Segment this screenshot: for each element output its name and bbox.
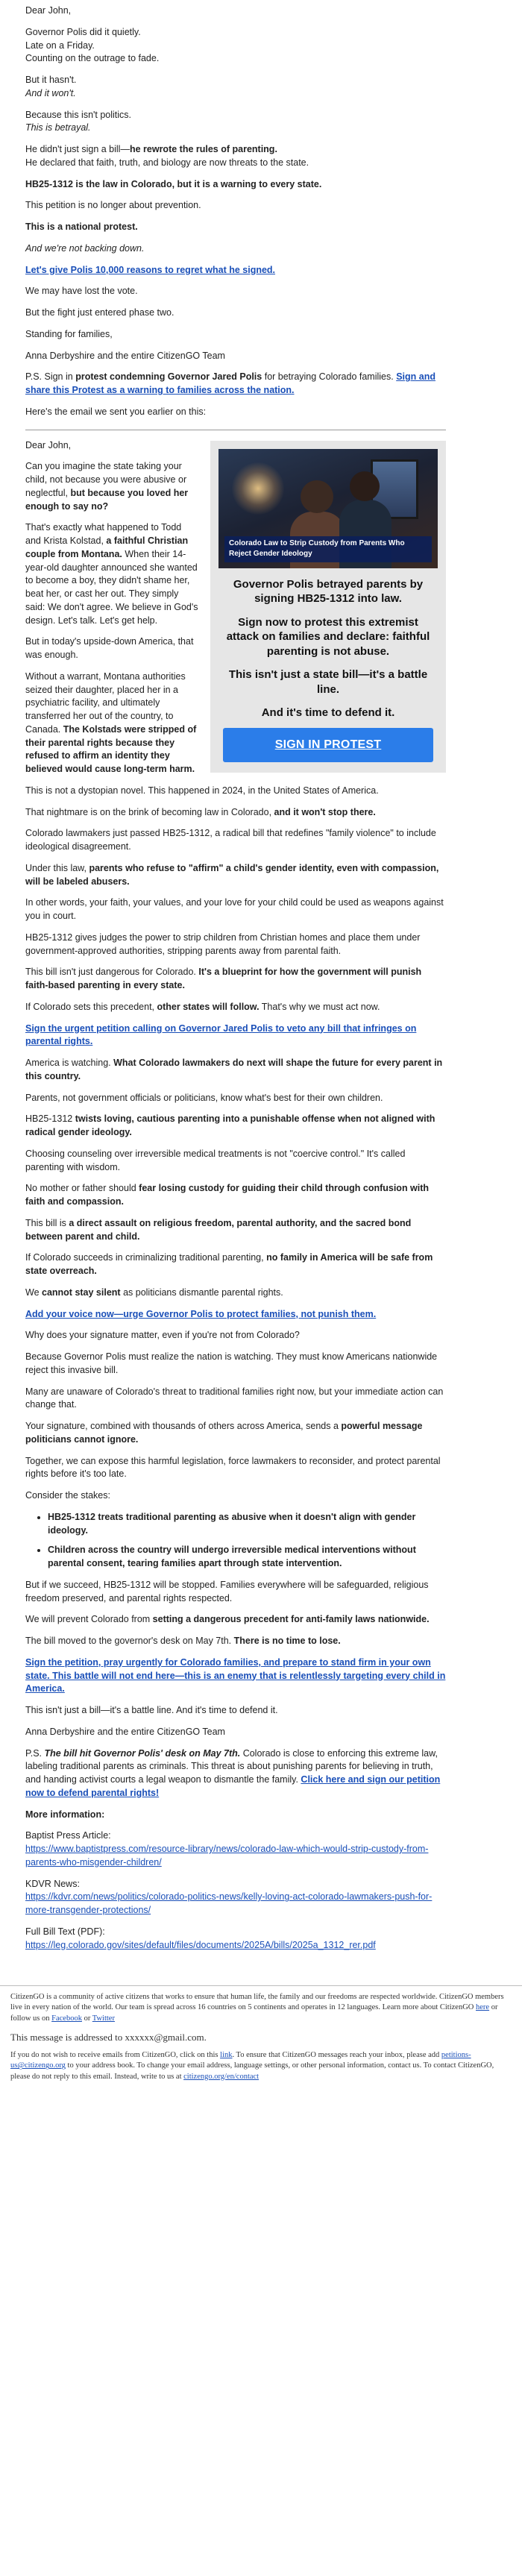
paragraph: Why does your signature matter, even if you're not from Colorado? bbox=[25, 1330, 300, 1341]
learn-more-link[interactable]: here bbox=[476, 2003, 490, 2012]
paragraph: But in today's upside-down America, that was enough. bbox=[25, 636, 194, 660]
greeting: Dear John, bbox=[25, 5, 72, 16]
petition-link-2 bbox=[25, 1022, 446, 1049]
paragraph: We cannot stay silent as politicians dismantle parental rights. bbox=[25, 1287, 283, 1298]
facebook-link[interactable]: Facebook bbox=[51, 2014, 82, 2023]
source-item: KDVR News: https://kdvr.com/news/politics/colorado-politics-news/kelly-loving-act-colorado-lawmakers-push-for-more-transgender-protections/ bbox=[25, 1878, 433, 1915]
card-heading: And it's time to defend it. bbox=[261, 706, 395, 719]
intro-line: He didn't just sign a bill—he rewrote the rules of parenting. He declared that faith, truth, and biology are now threats to the state. bbox=[25, 144, 309, 168]
baptist-press-link[interactable]: https://www.baptistpress.com/resource-library/news/colorado-law-which-would-strip-custody-from-parents-who-misgender-children/ bbox=[25, 1844, 429, 1867]
petition-link-3 bbox=[25, 1308, 446, 1322]
petitions-email-link[interactable]: petitions-us@citizengo.org bbox=[10, 2051, 471, 2070]
paragraph: Parents, not government officials or politicians, know what's best for their own children. bbox=[25, 1092, 383, 1103]
petition-image[interactable] bbox=[218, 449, 438, 568]
intro-line: We may have lost the vote. bbox=[25, 286, 138, 297]
addressed-to: This message is addressed to xxxxxx@gmail.com. bbox=[10, 2031, 207, 2043]
paragraph: Under this law, parents who refuse to "affirm" a child's gender identity, even with compassion, will be labeled abusers. bbox=[25, 862, 439, 887]
intro-line: Governor Polis did it quietly. Late on a Friday. Counting on the outrage to fade. bbox=[25, 26, 160, 64]
card-heading: This isn't just a state bill—it's a battle line. bbox=[228, 668, 428, 696]
stakes-list bbox=[25, 1511, 446, 1571]
paragraph: This is not a dystopian novel. This happened in 2024, in the United States of America. bbox=[25, 785, 379, 796]
paragraph: Many are unaware of Colorado's threat to traditional families right now, but your immediate action can change that. bbox=[25, 1386, 444, 1410]
list-item: • HB25-1312 treats traditional parenting as abusive when it doesn't align with gender ideology. bbox=[48, 1511, 446, 1538]
intro-line: And we're not backing down. bbox=[25, 242, 145, 254]
paragraph: That's exactly what happened to Todd and Krista Kolstad, a faithful Christian couple from Montana. When their 14-year-old daughter announced she wanted to become a boy, they didn't shame her, beat her, or cast her out. They simply said: We don't agree. We believe in God's design. Let's talk. Let's get help. bbox=[25, 522, 198, 626]
source-item: Full Bill Text (PDF): https://leg.colorado.gov/sites/default/files/documents/2025A/bills/2025a_1312_rer.pdf bbox=[25, 1926, 376, 1950]
source-item: Baptist Press Article: https://www.baptistpress.com/resource-library/news/colorado-law-which-would-strip-custody-from-parents-who-misgender-children/ bbox=[25, 1830, 429, 1867]
share-protest-link[interactable]: Sign and share this Protest as a warning to families across the nation. bbox=[25, 371, 435, 395]
paragraph: Colorado lawmakers just passed HB25-1312, a radical bill that redefines "family violence" to include ideological disagreement. bbox=[25, 828, 436, 852]
twitter-link[interactable]: Twitter bbox=[92, 2014, 115, 2023]
pray-sign-link[interactable]: Sign the petition, pray urgently for Colorado families, and prepare to stand firm in your own state. This battle will not end here—this is an enemy that is relentlessly targeting every child in America. bbox=[25, 1656, 446, 1694]
intro-line: Because this isn't politics. This is betrayal. bbox=[25, 109, 132, 133]
unsubscribe-text: If you do not wish to receive emails from CitizenGO, click on this link. To ensure that CitizenGO messages reach your inbox, please add petitions-us@citizengo.org to your address book. To change your email address, language settings, or other personal information, contact us. To contact CitizenGO, please do not reply to this email. Instead, write to us at citizengo.org/en/contact bbox=[10, 2051, 494, 2081]
paragraph: That nightmare is on the brink of becoming law in Colorado, and it won't stop there. bbox=[25, 806, 376, 817]
lamp-glow bbox=[232, 462, 284, 515]
paragraph: Your signature, combined with thousands of others across America, sends a powerful message politicians cannot ignore. bbox=[25, 1421, 423, 1445]
parent-head bbox=[301, 480, 333, 513]
paragraph: HB25-1312 twists loving, cautious parenting into a punishable offense when not aligned with radical gender ideology. bbox=[25, 1113, 435, 1137]
petition-link-4 bbox=[25, 1656, 446, 1696]
paragraph: Choosing counseling over irreversible medical treatments is not "coercive control." It's called parenting with wisdom. bbox=[25, 1148, 406, 1172]
card-heading: Sign now to protest this extremist attack on families and declare: faithful parenting is not abuse. bbox=[226, 615, 430, 658]
kdvr-link[interactable]: https://kdvr.com/news/politics/colorado-politics-news/kelly-loving-act-colorado-lawmakers-push-for-more-transgender-protections/ bbox=[25, 1891, 433, 1915]
paragraph: This isn't just a bill—it's a battle line. And it's time to defend it. bbox=[25, 1705, 278, 1715]
more-info-heading: More information: bbox=[25, 1809, 105, 1820]
signature: Anna Derbyshire and the entire CitizenGO Team bbox=[25, 1726, 225, 1737]
email-footer bbox=[0, 1985, 522, 2102]
signature: Anna Derbyshire and the entire CitizenGO Team bbox=[25, 350, 225, 361]
image-caption: Colorado Law to Strip Custody from Parents Who Reject Gender Ideology bbox=[224, 536, 432, 562]
paragraph: If Colorado succeeds in criminalizing traditional parenting, no family in America will be safe from state overreach. bbox=[25, 1252, 433, 1276]
paragraph: Together, we can expose this harmful legislation, force lawmakers to reconsider, and protect parental rights before it's too late. bbox=[25, 1455, 441, 1480]
sign-in-protest-button[interactable]: SIGN IN PROTEST bbox=[223, 728, 433, 763]
paragraph: The bill moved to the governor's desk on May 7th. There is no time to lose. bbox=[25, 1636, 341, 1646]
earlier-email-note: Here's the email we sent you earlier on this: bbox=[25, 406, 207, 417]
paragraph: Can you imagine the state taking your child, not because you were abusive or neglectful, but because you loved her enough to say no? bbox=[25, 461, 189, 512]
card-heading: Governor Polis betrayed parents by signing HB25-1312 into law. bbox=[233, 577, 424, 605]
bill-text-link[interactable]: https://leg.colorado.gov/sites/default/files/documents/2025A/bills/2025a_1312_rer.pdf bbox=[25, 1939, 376, 1950]
regret-link[interactable]: Let's give Polis 10,000 reasons to regret what he signed. bbox=[25, 264, 276, 275]
paragraph: Without a warrant, Montana authorities seized their daughter, placed her in a psychiatric facility, and ultimately transferred her out of the country, to Canada. The Kolstads were stripped of their parental rights because they refused to affirm an identity they believed would cause long-term harm. bbox=[25, 670, 197, 774]
paragraph: But if we succeed, HB25-1312 will be stopped. Families everywhere will be safeguarded, religious freedom preserved, and parental rights respected. bbox=[25, 1579, 429, 1603]
intro-line: But it hasn't. And it won't. bbox=[25, 75, 77, 98]
contact-link[interactable]: citizengo.org/en/contact bbox=[183, 2072, 260, 2081]
paragraph: America is watching. What Colorado lawmakers do next will shape the future for every parent in this country. bbox=[25, 1058, 443, 1081]
intro-line: This petition is no longer about prevention. bbox=[25, 200, 201, 211]
paragraph: HB25-1312 gives judges the power to strip children from Christian homes and place them under government-approved authorities, stripping parents away from parental faith. bbox=[25, 932, 421, 956]
paragraph: This bill is a direct assault on religious freedom, parental authority, and the sacred bond between parent and child. bbox=[25, 1217, 412, 1242]
paragraph: In other words, your faith, your values, and your love for your child could be used as weapons against you in court. bbox=[25, 897, 444, 921]
sign-off: Standing for families, bbox=[25, 328, 113, 339]
add-voice-link[interactable]: Add your voice now—urge Governor Polis to protect families, not punish them. bbox=[25, 1308, 377, 1319]
paragraph: We will prevent Colorado from setting a dangerous precedent for anti-family laws nationwide. bbox=[25, 1614, 430, 1625]
intro-line: HB25-1312 is the law in Colorado, but it is a warning to every state. bbox=[25, 178, 322, 189]
petition-link-1 bbox=[25, 264, 446, 277]
intro-line: But the fight just entered phase two. bbox=[25, 307, 174, 318]
intro-line: This is a national protest. bbox=[25, 222, 138, 232]
defend-rights-link[interactable]: Click here and sign our petition now to defend parental rights! bbox=[25, 1774, 441, 1798]
list-item: • Children across the country will undergo irreversible medical interventions without parental consent, tearing families apart through state intervention. bbox=[48, 1544, 446, 1571]
postscript: P.S. The bill hit Governor Polis' desk on May 7th. Colorado is close to enforcing this extreme law, labeling traditional parents as criminals. This threat is about punishing parents for believing in truth, and handing activist courts a legal weapon to dismantle the family. Click here and sign our petition now to defend parental rights! bbox=[25, 1747, 441, 1798]
unsubscribe-link[interactable]: link bbox=[220, 2051, 233, 2060]
about-text: CitizenGO is a community of active citizens that works to ensure that human life, the family and our freedoms are respected worldwide. CitizenGO members live in every nation of the world. Our team is spread across 16 countries on 5 continents and operates in 12 languages. Learn more about CitizenGO here or follow us on Facebook or Twitter bbox=[10, 1993, 504, 2023]
veto-petition-link[interactable]: Sign the urgent petition calling on Governor Jared Polis to veto any bill that infringes on parental rights. bbox=[25, 1022, 417, 1047]
paragraph: No mother or father should fear losing custody for guiding their child through confusion with faith and compassion. bbox=[25, 1183, 430, 1207]
paragraph: Consider the stakes: bbox=[25, 1490, 110, 1501]
paragraph: Because Governor Polis must realize the nation is watching. They must know Americans nationwide reject this invasive bill. bbox=[25, 1351, 438, 1375]
postscript: P.S. Sign in protest condemning Governor Jared Polis for betraying Colorado families. Sign and share this Protest as a warning to families across the nation. bbox=[25, 371, 435, 395]
paragraph: If Colorado sets this precedent, other states will follow. That's why we must act now. bbox=[25, 1001, 380, 1012]
child-head bbox=[350, 471, 380, 501]
petition-card bbox=[210, 441, 446, 773]
greeting: Dear John, bbox=[25, 439, 72, 450]
paragraph: This bill isn't just dangerous for Colorado. It's a blueprint for how the government will punish faith-based parenting in every state. bbox=[25, 967, 422, 990]
